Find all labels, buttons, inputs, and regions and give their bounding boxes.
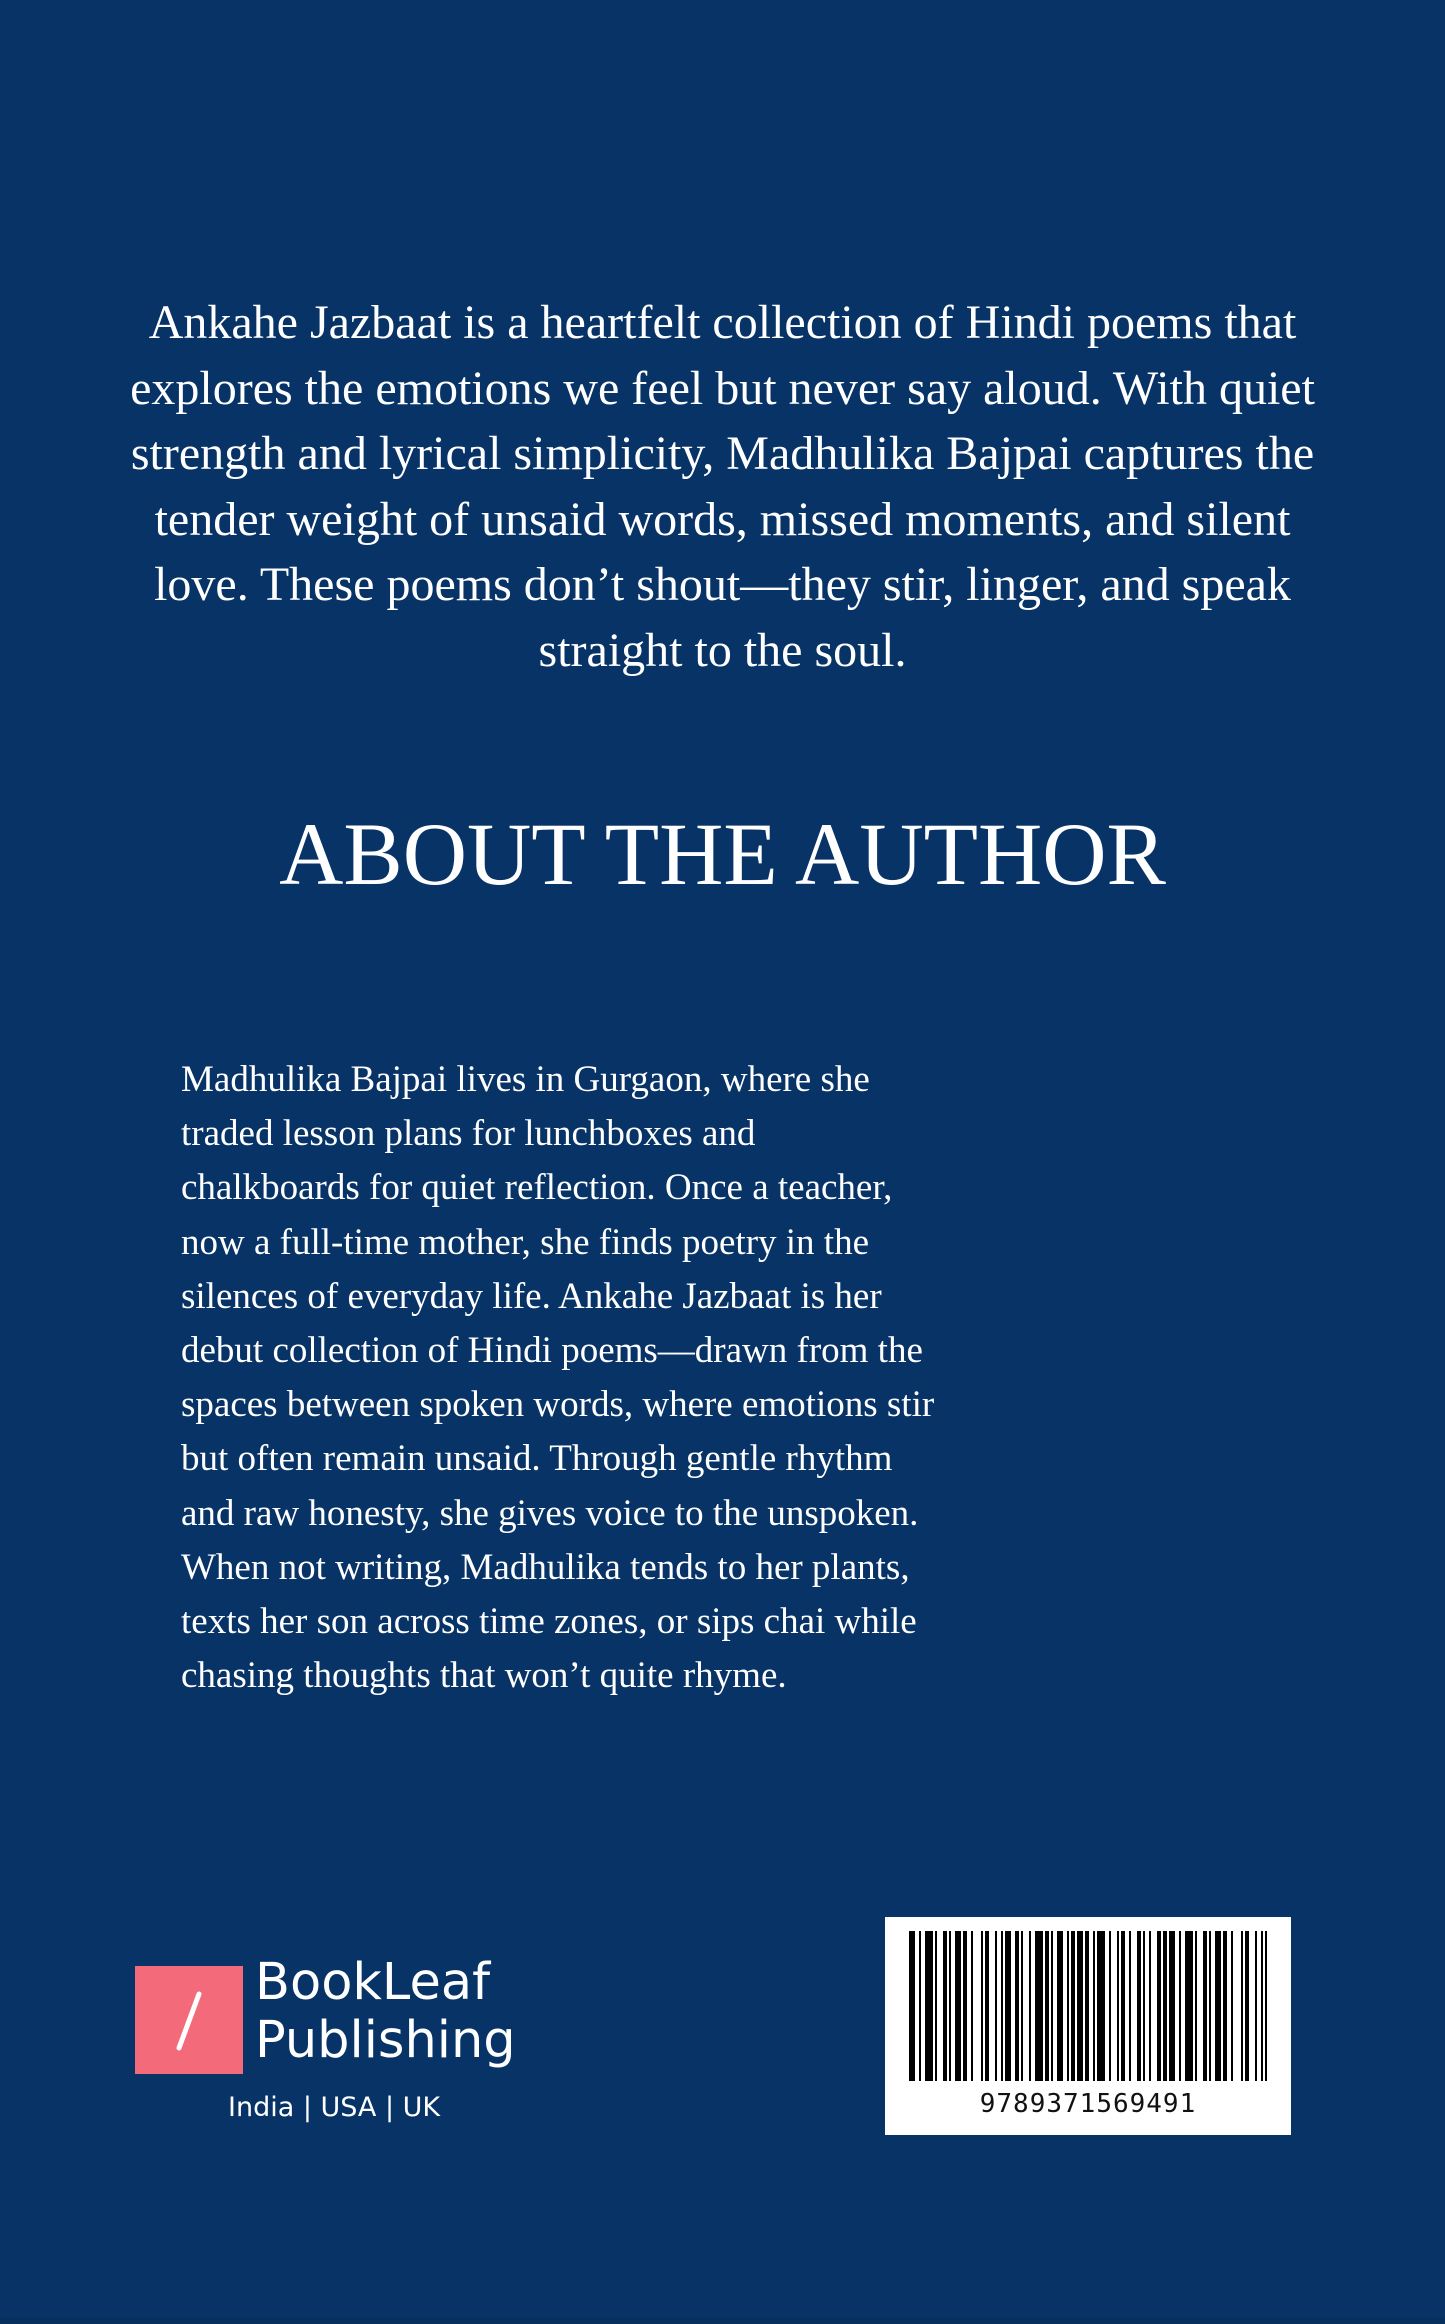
barcode-bar xyxy=(1203,1931,1207,2081)
barcode-bar xyxy=(1005,1931,1011,2081)
author-bio: Madhulika Bajpai lives in Gurgaon, where she traded lesson plans for lunchboxes and chalkboards for quiet reflection. Once a teacher, now a full-time mother, she finds poetry in the silences of everyday life. Ankahe Jazbaat is her debut collection of Hindi poems—drawn from the spaces between spoken words, where emotions stir but often remain unsaid. Through gentle rhythm and raw honesty, she gives voice to the unspoken. When not writing, Madhulika tends to her plants, texts her son across time zones, or sips chai while chasing thoughts that won’t quite rhyme. xyxy=(181,1059,935,1697)
barcode-bar xyxy=(1045,1931,1049,2081)
barcode-bar xyxy=(971,1931,973,2081)
barcode-bar xyxy=(1195,1931,1197,2081)
barcode-bar xyxy=(1169,1931,1175,2081)
barcode-bar xyxy=(1067,1931,1069,2081)
barcode-bar xyxy=(1149,1931,1151,2081)
barcode-bar xyxy=(1157,1931,1161,2081)
barcode-bar xyxy=(1093,1931,1095,2081)
barcode-bar xyxy=(1209,1931,1211,2081)
publisher-name-line2: Publishing xyxy=(255,2011,516,2070)
slash-logo-icon xyxy=(135,1966,243,2074)
barcode-bar xyxy=(1097,1931,1105,2081)
publisher-logo xyxy=(135,1953,555,2132)
barcode-bar xyxy=(1223,1931,1227,2081)
barcode-bar xyxy=(1179,1931,1181,2081)
barcode-bar xyxy=(1077,1931,1083,2081)
barcode-bar xyxy=(919,1931,921,2081)
barcode-bar xyxy=(949,1931,951,2081)
barcode-bar xyxy=(1085,1931,1089,2081)
barcode-bar xyxy=(1035,1931,1043,2081)
barcode-bar xyxy=(1015,1931,1019,2081)
barcode-bar xyxy=(943,1931,947,2081)
barcode-bar xyxy=(981,1931,983,2081)
publisher-regions: India | USA | UK xyxy=(228,2092,441,2123)
barcode-bar xyxy=(925,1931,933,2081)
about-author-heading: ABOUT THE AUTHOR xyxy=(279,806,1166,904)
barcode-bar xyxy=(1137,1931,1141,2081)
barcode-bar xyxy=(963,1931,967,2081)
barcode-bar xyxy=(909,1931,915,2081)
barcode-bar xyxy=(1109,1931,1111,2081)
barcode-bar xyxy=(935,1931,937,2081)
barcode-bar xyxy=(1121,1931,1125,2081)
barcode-bar xyxy=(1051,1931,1053,2081)
barcode-bar xyxy=(955,1931,961,2081)
barcode-bar xyxy=(1129,1931,1131,2081)
barcode-bar xyxy=(1143,1931,1145,2081)
book-blurb: Ankahe Jazbaat is a heartfelt collection of Hindi poems that explores the emotions we feel but never say aloud. With quiet strength and lyrical simplicity, Madhulika Bajpai captures the tender weight of unsaid words, missed moments, and silent love. These poems don’t shout—they stir, linger, and speak straight to the soul. xyxy=(130,296,1315,677)
barcode-bar xyxy=(995,1931,997,2081)
barcode-bar xyxy=(985,1931,989,2081)
barcode-bar xyxy=(1185,1931,1193,2081)
barcode-bar xyxy=(1163,1931,1167,2081)
bottom-border xyxy=(0,2318,1445,2324)
barcode-bar xyxy=(1215,1931,1221,2081)
publisher-name-line1: BookLeaf xyxy=(255,1953,491,2012)
barcode-bar xyxy=(1241,1931,1243,2081)
barcode-bar xyxy=(1231,1931,1233,2081)
barcode-bar xyxy=(1261,1931,1263,2081)
barcode-bar xyxy=(1029,1931,1031,2081)
barcode-bar xyxy=(1057,1931,1063,2081)
barcode-bar xyxy=(1245,1931,1249,2081)
barcode-bar xyxy=(1021,1931,1023,2081)
barcode-bar xyxy=(1265,1931,1267,2081)
barcode-bar xyxy=(1071,1931,1075,2081)
barcode-bar xyxy=(1255,1931,1257,2081)
isbn-number: 9789371569491 xyxy=(979,2089,1197,2119)
barcode-bar xyxy=(1117,1931,1119,2081)
publisher-name xyxy=(255,1954,516,2070)
barcode-bar xyxy=(1001,1931,1003,2081)
isbn-barcode xyxy=(885,1917,1291,2135)
